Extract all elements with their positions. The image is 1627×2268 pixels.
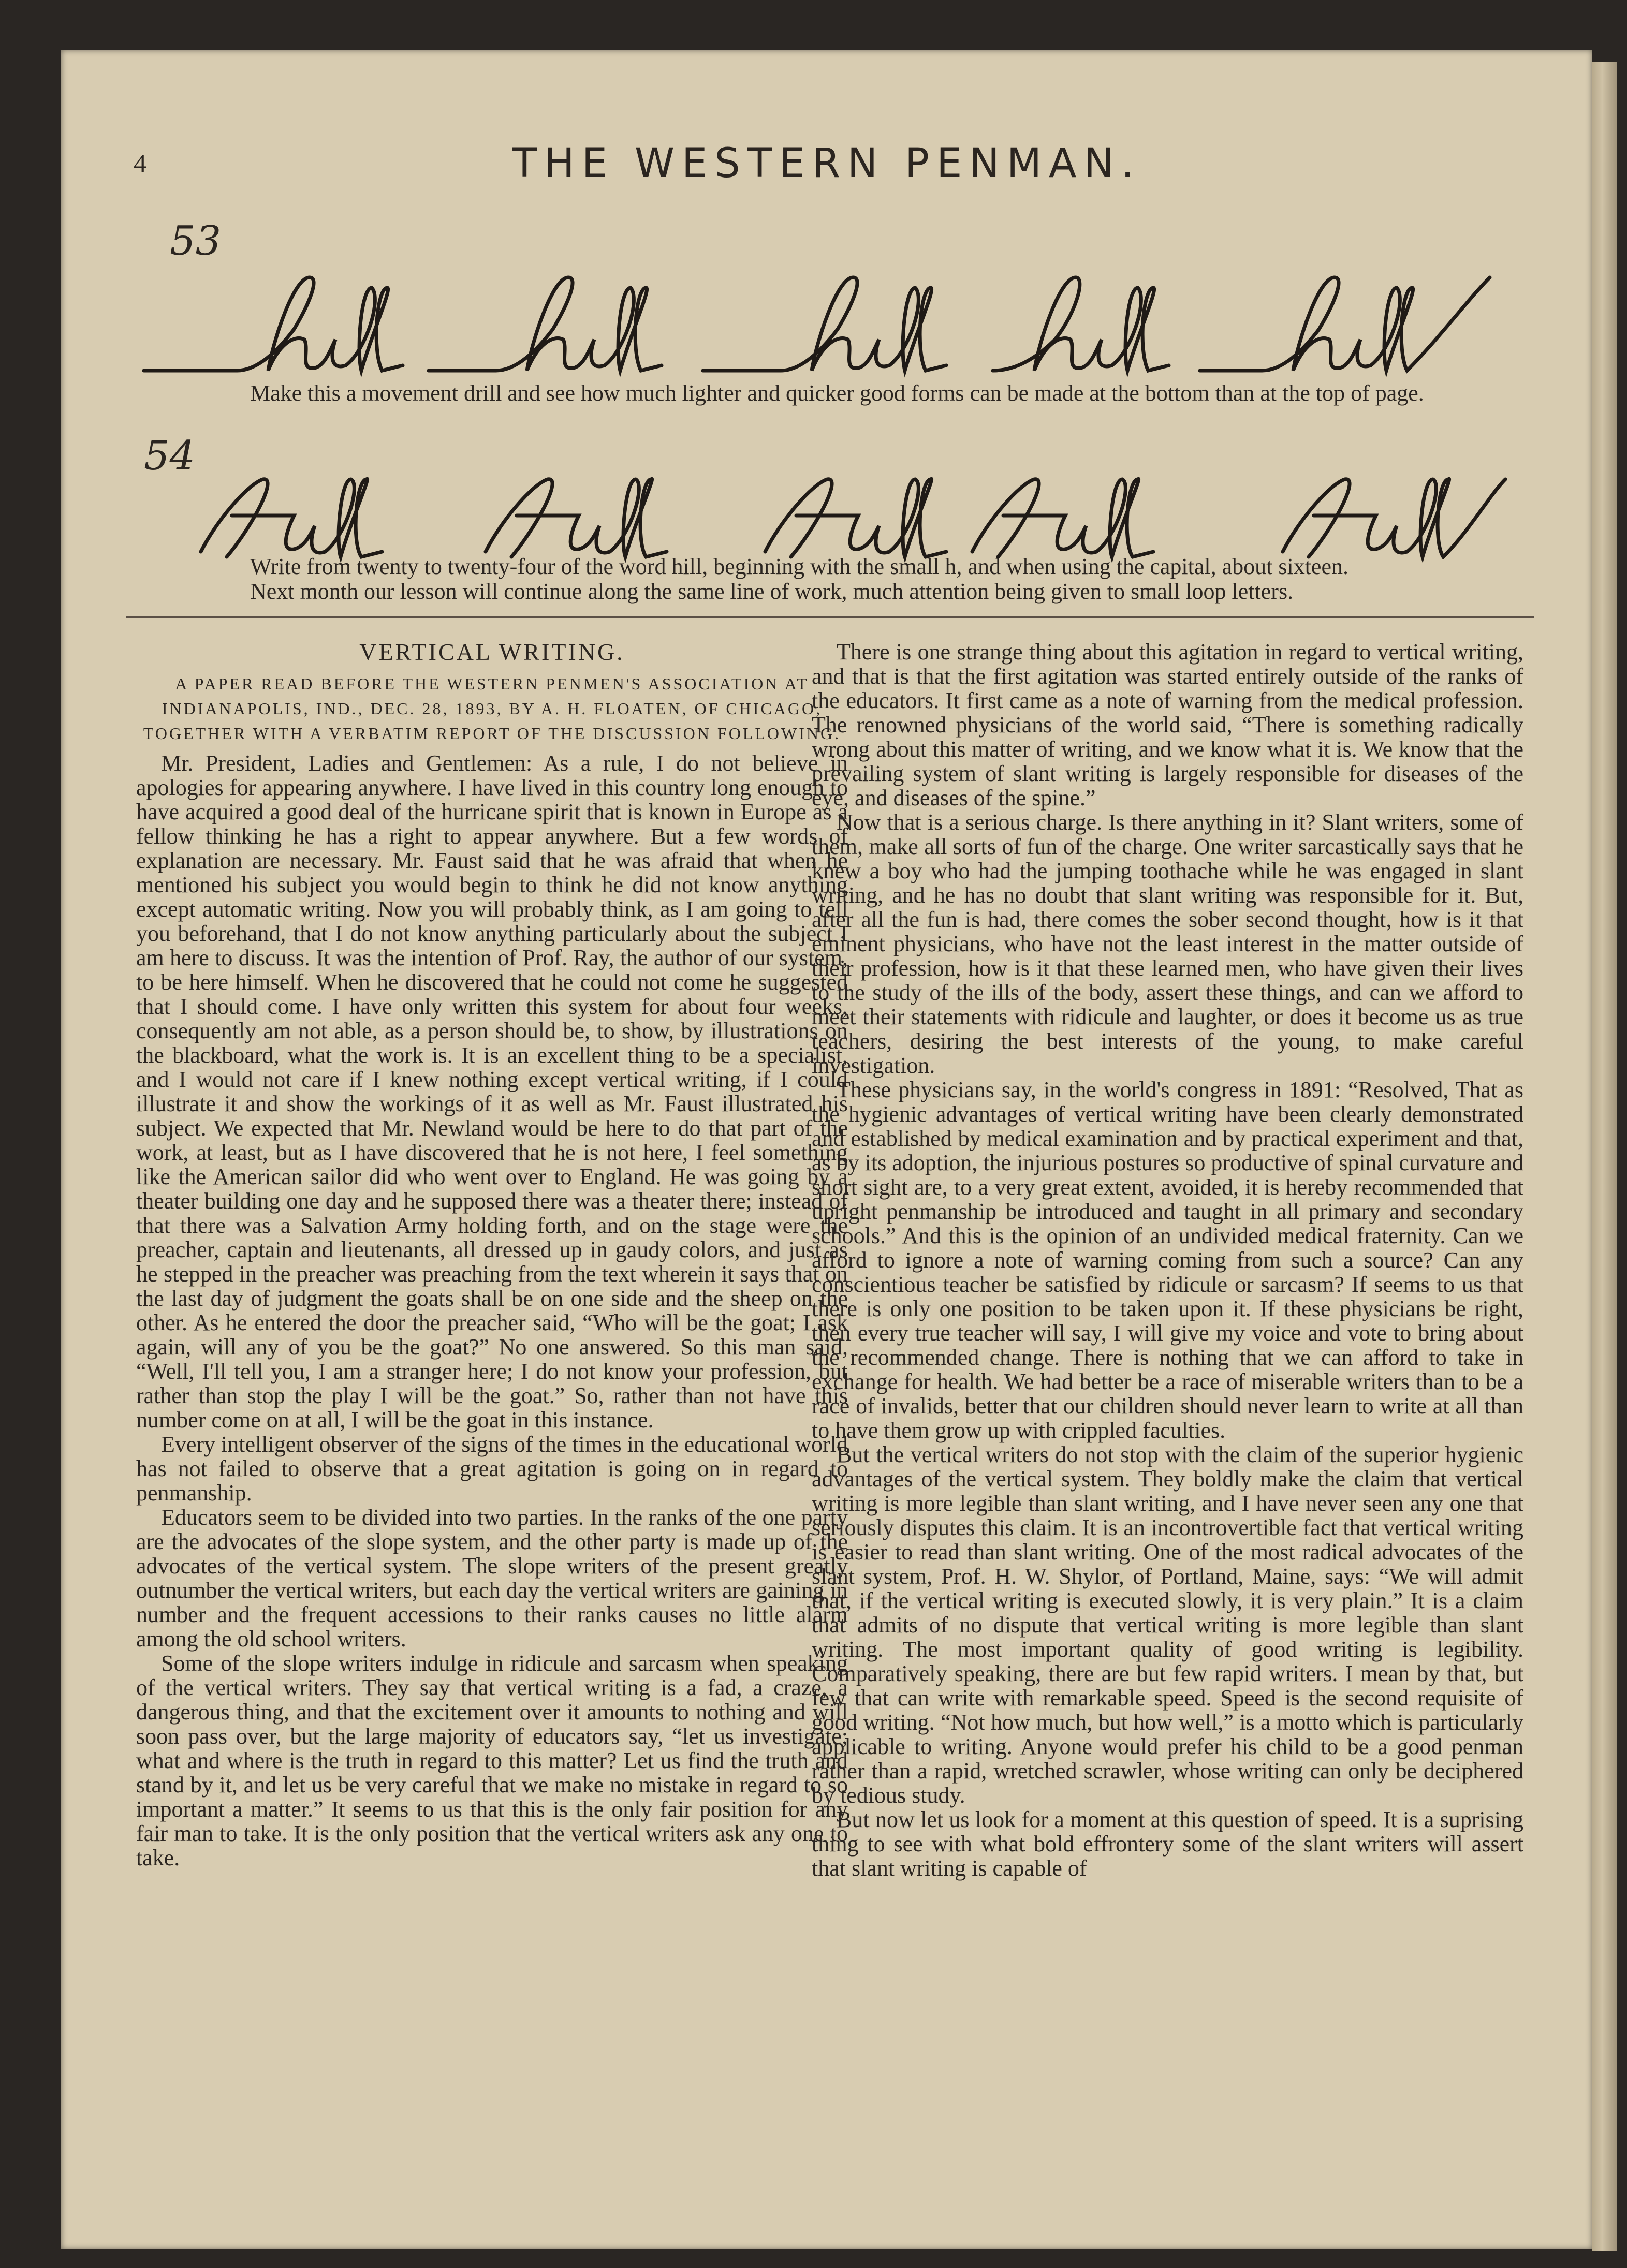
paragraph: Every intelligent observer of the signs of the times in the educational world has not failed to observe that a great agitation is going on in regard to penmanship. [136,1432,848,1506]
exercise-54-script-hill-capital [123,464,1552,567]
exercise-53-number: 53 [170,218,222,264]
paragraph: Educators seem to be divided into two parties. In the ranks of the one party are the advocates of the slope system, and the other party is made up of the advocates of the vertical system. The slope writers of the present greatly outnumber the vertical writers, but each day the vertical writers are gaining in number and the frequent accessions to their ranks causes no little alarm among the old school writers. [136,1505,848,1652]
exercise-53-caption [126,381,1534,406]
paragraph: Mr. President, Ladies and Gentlemen: As a rule, I do not believe in apologies for appearing anywhere. I have lived in this country long enough to have acquired a good deal of the hurricane spirit that is known in Europe as a fellow thinking he has a right to appear anywhere. But a few words of explanation are necessary. Mr. Faust said that he was afraid that when he mentioned his subject you would begin to think he did not know anything except automatic writing. Now you will probably think, as I am going to tell you beforehand, that I do not know anything particularly about the subject I am here to discuss. It was the intention of Prof. Ray, the author of our system, to be here himself. When he discovered that he could not come he suggested that I should come. I have only written this system for about four weeks, consequently am not able, as a person should be, to show, by illustrations on the blackboard, what the work is. It is an excellent thing to be a specialist, and I would not care if I knew nothing except vertical writing, if I could illustrate it and show the workings of it as well as Mr. Faust illustrated his subject. We expected that Mr. Newland would be here to do that part of the work, at least, but as I have discovered that he is not here, I feel something like the American sailor did who went over to England. He was going by a theater building one day and he supposed there was a theater there; instead of that there was a Salvation Army holding forth, and on the stage were the preacher, captain and lieutenants, all dressed up in gaudy colors, and just as he stepped in the preacher was preaching from the text wherein it says that on the last day of judgment the goats shall be on one side and the sheep on the other. As he entered the door the preacher said, “Who will be the goat; I ask again, will any of you be the goat?” No one answered. So this man said, “Well, I'll tell you, I am a stranger here; I do not know your profession, but rather than stop the play I will be the goat.” So, rather than not have this number come on at all, I will be the goat in this instance. [136,750,848,1433]
magazine-page [61,50,1592,2249]
exercise-54-caption [126,554,1534,604]
article-right-column [812,640,1523,1880]
article-title: VERTICAL WRITING. [359,639,625,665]
article-subhead: A PAPER READ BEFORE THE WESTERN PENMEN'S ASSOCIATION AT INDIANAPOLIS, IND., DEC. 28, 1893, BY A. H. FLOATEN, OF CHICAGO, TOGETHER WITH A VERBATIM REPORT OF THE DISCUSSION FOLLOWING. [143,674,841,743]
paragraph: Some of the slope writers indulge in ridicule and sarcasm when speaking of the vertical writers. They say that vertical writing is a fad, a craze, a dangerous thing, and that the excitement over it amounts to nothing and will soon pass over, but the large majority of educators say, “let us investigate; what and where is the truth in regard to this matter? Let us find the truth and stand by it, and let us be very careful that we make no mistake in regard to so important a matter.” It seems to us that this is the only fair position for any fair man to take. It is the only position that the vertical writers ask any one to take. [136,1651,848,1871]
paragraph: There is one strange thing about this agitation in regard to vertical writing, and that is that the first agitation was started entirely outside of the ranks of the educators. It first came as a note of warning from the medical profession. The renowned physicians of the world said, “There is something radically wrong about this matter of writing, and we know what it is. We know that the prevailing system of slant writing is largely responsible for diseases of the eye, and diseases of the spine.” [812,639,1523,811]
next-page-edge [1592,62,1617,2251]
exercise-53-caption-text: Make this a movement drill and see how much lighter and quicker good forms can be made at the bottom than at the top of page. [250,380,1424,406]
exercise-54-number: 54 [144,433,196,479]
masthead-title: THE WESTERN PENMAN. [512,140,1141,187]
section-divider [126,616,1534,618]
paragraph: Now that is a serious charge. Is there anything in it? Slant writers, some of them, make all sorts of fun of the charge. One writer sarcastically says that he knew a boy who had the jumping toothache while he was engaged in slant writing, and he has no doubt that slant writing was responsible for it. But, after all the fun is had, there comes the sober second thought, how is it that eminent physicians, who have not the least interest in the matter outside of their profession, how is it that these learned men, who have given their lives to the study of the ills of the body, assert these things, and can we afford to meet their statements with ridicule and laughter, or does it become us as true teachers, desiring the best interests of the young, to make careful investigation. [812,809,1523,1078]
exercise-54-caption-line-1: Write from twenty to twenty-four of the word hill, beginning with the small h, and when using the capital, about sixteen. [250,554,1348,579]
page-number: 4 [134,149,148,178]
paragraph: But the vertical writers do not stop with the claim of the superior hygienic advantages of the vertical system. They boldly make the claim that vertical writing is more legible than slant writing, and I have never seen any one that seriously disputes this claim. It is an incontrovertible fact that vertical writing is easier to read than slant writing. One of the most radical advocates of the slant system, Prof. H. W. Shylor, of Portland, Maine, says: “We will admit that, if the vertical writing is executed slowly, it is very plain.” It is a claim that admits of no dispute that vertical writing is more legible than slant writing. The most important quality of good writing is legibility. Comparatively speaking, there are but few rapid writers. I mean by that, but few that can write with remarkable speed. Speed is the second requisite of good writing. “Not how much, but how well,” is a motto which is particularly applicable to writing. Anyone would prefer his child to be a good penman rather than a rapid, wretched scrawler, whose writing can only be deciphered by tedious study. [812,1442,1523,1808]
paragraph: These physicians say, in the world's congress in 1891: “Resolved, That as the hygienic advantages of vertical writing have been clearly demonstrated and established by medical examination and by practical experiment and that, as by its adoption, the injurious postures so productive of spinal curvature and short sight are, to a very great extent, avoided, it is hereby recommended that upright penmanship be introduced and taught in all primary and secondary schools.” And this is the opinion of an undivided medical fraternity. Can we afford to ignore a note of warning coming from such a source? Can any conscientious teacher be satisfied by ridicule or sarcasm? If seems to us that there is only one position to be taken upon it. If these physicians be right, then every true teacher will say, I will give my voice and vote to bring about the recommended change. There is nothing that we can afford to take in exchange for health. We had better be a race of miserable writers than to be a race of invalids, better that our children should never learn to write at all than to have them grow up with crippled faculties. [812,1077,1523,1443]
exercise-53-script-hill [123,267,1552,386]
exercise-54-caption-line-2: Next month our lesson will continue along the same line of work, much attention being given to small loop letters. [250,579,1294,604]
paragraph: But now let us look for a moment at this question of speed. It is a suprising thing to see with what bold effrontery some of the slant writers will assert that slant writing is capable of [812,1807,1523,1881]
article-left-column [136,640,848,1870]
